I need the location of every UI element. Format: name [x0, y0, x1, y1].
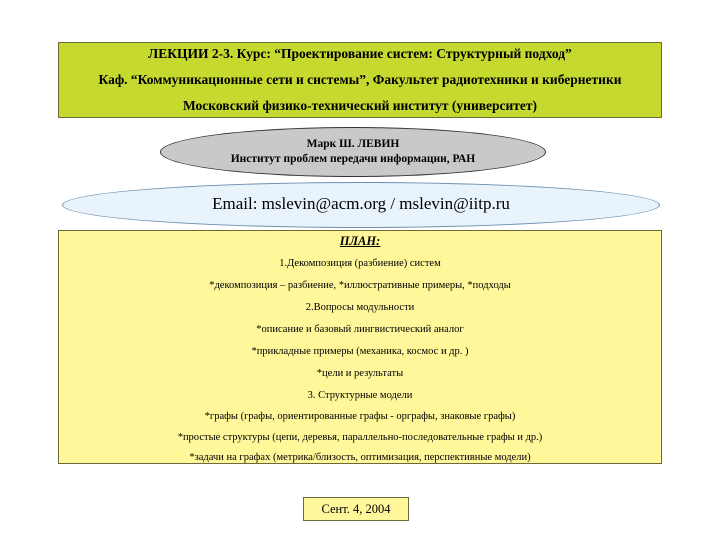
plan-item: 2.Вопросы модульности — [305, 302, 415, 313]
author-name: Марк Ш. ЛЕВИН — [306, 138, 400, 150]
plan-item: *графы (графы, ориентированные графы - орграфы, знаковые графы) — [204, 411, 516, 422]
plan-item: *простые структуры (цепи, деревья, параллельно-последовательные графы и др.) — [177, 432, 543, 443]
plan-item: *задачи на графах (метрика/близость, оптимизация, перспективные модели) — [189, 452, 531, 463]
date-box — [303, 497, 409, 521]
plan-item: *прикладные примеры (механика, космос и др. ) — [251, 346, 469, 357]
plan-item: *описание и базовый лингвистический аналог — [256, 324, 464, 335]
author-affiliation: Институт проблем передачи информации, РАН — [230, 153, 476, 165]
lecture-title: ЛЕКЦИИ 2-3. Курс: “Проектирование систем: Структурный подход” — [148, 46, 572, 61]
date-text: Сент. 4, 2004 — [321, 502, 391, 516]
institute-line: Московский физико-технический институт (университет) — [182, 98, 538, 113]
lecture-header-box — [58, 42, 662, 118]
plan-box — [58, 230, 662, 464]
plan-item: 3. Структурные модели — [307, 390, 413, 401]
plan-title: ПЛАН: — [339, 234, 381, 248]
email-ellipse — [62, 182, 660, 228]
plan-item: 1.Декомпозиция (разбиение) систем — [279, 258, 441, 269]
plan-item: *цели и результаты — [316, 368, 404, 379]
email-text: Email: mslevin@acm.org / mslevin@iitp.ru — [212, 194, 510, 213]
department-line: Каф. “Коммуникационные сети и системы”, Факультет радиотехники и кибернетики — [98, 72, 622, 87]
plan-item: *декомпозиция – разбиение, *иллюстративные примеры, *подходы — [209, 280, 511, 291]
author-ellipse — [160, 127, 546, 177]
